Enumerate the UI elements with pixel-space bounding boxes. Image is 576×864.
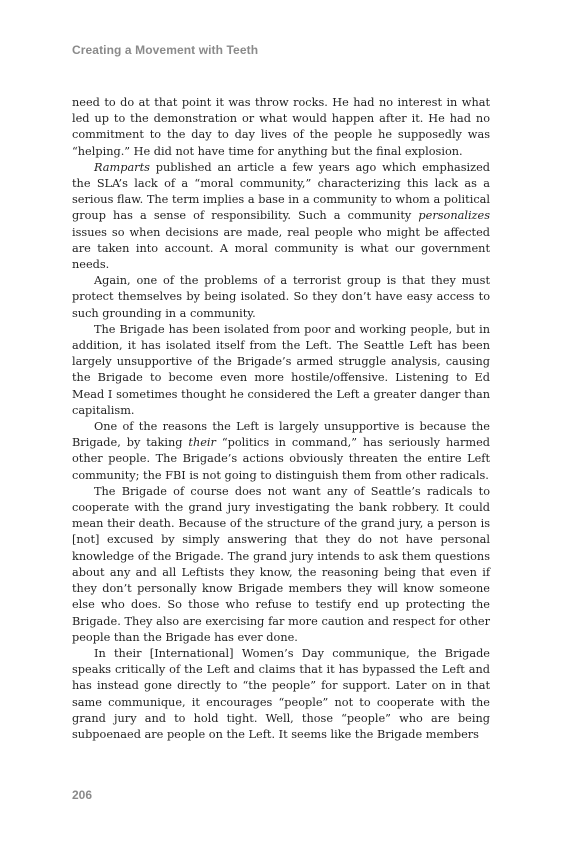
running-header: Creating a Movement with Teeth	[72, 43, 259, 57]
paragraph-5-text-b: “politics in command,” has seriously harmed other people. The Brigade’s actions obviously threaten the entire Left community; the FBI is not going to distinguish them from other radicals.	[72, 436, 491, 482]
paragraph-7: In their [International] Women’s Day communique, the Brigade speaks critically of the Left and claims that it has bypassed the Left and has instead gone directly to “the people” for support. Later on in that same communique, it encourages “people” not to cooperate with the grand jury and to hold tight. Well, those “people” who are being subpoenaed are people on the Left. It seems like the Brigade members	[72, 646, 490, 741]
body-text	[72, 95, 490, 743]
paragraph-6: The Brigade of course does not want any of Seattle’s radicals to cooperate with the grand jury investigating the bank robbery. It could mean their death. Because of the structure of the grand jury, a person is [not] excused by simply answering that they do not have personal knowledge of the Brigade. The grand jury intends to ask them questions about any and all Leftists they know, the reasoning being that even if they don’t personally know Brigade members they will know someone else who does. So those who refuse to testify end up protecting the Brigade. They also are exercising far more caution and respect for other people than the Brigade has ever done.	[72, 484, 490, 644]
emphasis: their	[188, 436, 216, 450]
paragraph-2-text-a: published an article a few years ago which emphasized the SLA’s lack of a “moral community,” characterizing this lack as a serious flaw. The term implies a base in a community to whom a political group has a sense of responsibility. Such a community	[72, 160, 490, 223]
paragraph-5	[72, 419, 490, 484]
paragraph-1: need to do at that point it was throw rocks. He had no interest in what led up to the demonstration or what would happen after it. He had no commitment to the day to day lives of the people he supposedly was “helping.” He did not have time for anything but the final explosion.	[72, 96, 490, 158]
paragraph-2-text-b: issues so when decisions are made, real people who might be affected are taken into account. A moral community is what our government needs.	[72, 225, 490, 272]
paragraph-3: Again, one of the problems of a terrorist group is that they must protect themselves by being isolated. So they don’t have easy access to such grounding in a community.	[72, 274, 490, 320]
paragraph-5-text-a: One of the reasons the Left is largely unsupportive is because the Brigade, by taking	[72, 420, 490, 450]
paragraph-4: The Brigade has been isolated from poor and working people, but in addition, it has isolated itself from the Left. The Seattle Left has been largely unsupportive of the Brigade’s armed struggle analysis, causing the Brigade to become even more hostile/offensive. Listening to Ed Mead I sometimes thought he considered the Left a greater danger than capitalism.	[72, 322, 490, 417]
emphasis: personalizes	[418, 209, 490, 223]
page-number: 206	[72, 788, 93, 802]
paragraph-2	[72, 160, 490, 273]
publication-title: Ramparts	[94, 160, 150, 174]
